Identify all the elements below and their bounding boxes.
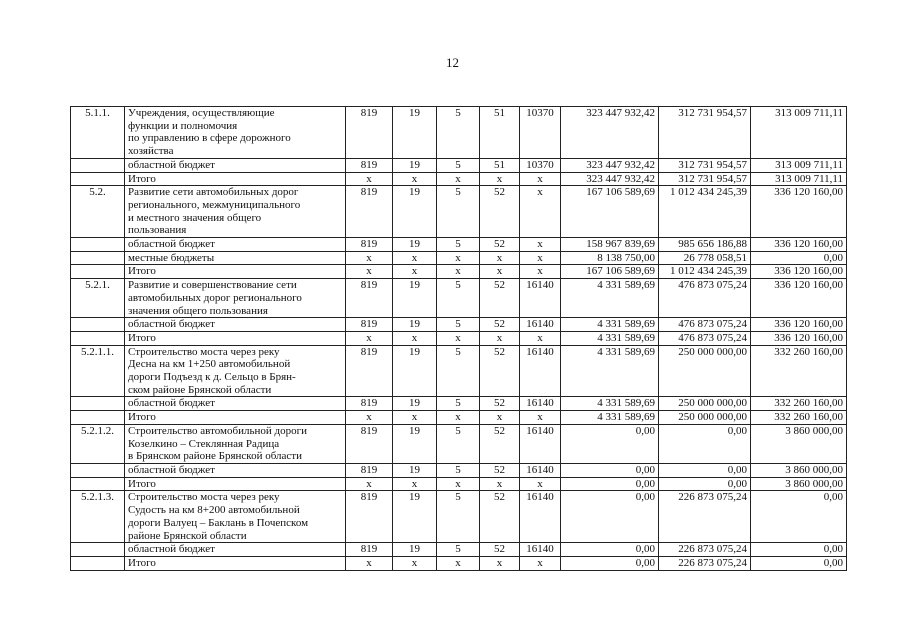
- table-row-item: [71, 107, 847, 159]
- code-activity: 51: [480, 107, 520, 159]
- code-direction: х: [520, 251, 561, 265]
- value-year-2: 26 778 058,51: [659, 251, 751, 265]
- value-year-1: 0,00: [561, 463, 659, 477]
- table-row-item: [71, 186, 847, 238]
- code-direction: х: [520, 411, 561, 425]
- value-year-1: 4 331 589,69: [561, 411, 659, 425]
- row-name: Строительство моста через реку Десна на км 1+250 автомобильной дороги Подъезд к д. Сельцо в Брян- ском районе Брянской области: [125, 345, 346, 397]
- code-subprogram: 5: [437, 543, 480, 557]
- code-admin: 819: [346, 238, 393, 252]
- value-year-3: 313 009 711,11: [751, 107, 847, 159]
- value-year-3: 0,00: [751, 251, 847, 265]
- code-subprogram: х: [437, 265, 480, 279]
- value-year-3: 336 120 160,00: [751, 238, 847, 252]
- code-subprogram: 5: [437, 186, 480, 238]
- row-number: [71, 463, 125, 477]
- value-year-3: 332 260 160,00: [751, 397, 847, 411]
- code-activity: 52: [480, 424, 520, 463]
- code-activity: х: [480, 556, 520, 570]
- code-admin: х: [346, 331, 393, 345]
- code-program: 19: [393, 424, 437, 463]
- code-admin: 819: [346, 543, 393, 557]
- row-number: 5.2.1.1.: [71, 345, 125, 397]
- value-year-1: 4 331 589,69: [561, 397, 659, 411]
- value-year-1: 4 331 589,69: [561, 318, 659, 332]
- table-row-item: [71, 491, 847, 543]
- value-year-1: 167 106 589,69: [561, 265, 659, 279]
- code-program: 19: [393, 158, 437, 172]
- code-program: 19: [393, 491, 437, 543]
- code-program: 19: [393, 345, 437, 397]
- code-activity: 52: [480, 543, 520, 557]
- code-admin: 819: [346, 345, 393, 397]
- code-admin: х: [346, 251, 393, 265]
- row-number: [71, 265, 125, 279]
- table-row-subtotal: [71, 238, 847, 252]
- value-year-1: 323 447 932,42: [561, 158, 659, 172]
- value-year-3: 0,00: [751, 543, 847, 557]
- code-activity: 52: [480, 318, 520, 332]
- row-number: 5.1.1.: [71, 107, 125, 159]
- code-program: х: [393, 331, 437, 345]
- row-number: 5.2.1.: [71, 279, 125, 318]
- row-name: Итого: [125, 411, 346, 425]
- code-activity: 52: [480, 463, 520, 477]
- code-subprogram: х: [437, 477, 480, 491]
- row-number: [71, 238, 125, 252]
- code-direction: х: [520, 331, 561, 345]
- value-year-1: 323 447 932,42: [561, 107, 659, 159]
- value-year-3: 336 120 160,00: [751, 265, 847, 279]
- row-number: 5.2.1.3.: [71, 491, 125, 543]
- code-program: 19: [393, 186, 437, 238]
- code-subprogram: 5: [437, 279, 480, 318]
- code-admin: 819: [346, 318, 393, 332]
- value-year-2: 250 000 000,00: [659, 345, 751, 397]
- value-year-2: 0,00: [659, 477, 751, 491]
- value-year-1: 0,00: [561, 556, 659, 570]
- code-program: 19: [393, 107, 437, 159]
- value-year-2: 312 731 954,57: [659, 172, 751, 186]
- code-activity: 52: [480, 345, 520, 397]
- code-direction: 16140: [520, 491, 561, 543]
- code-activity: х: [480, 172, 520, 186]
- table-row-item: [71, 424, 847, 463]
- code-direction: х: [520, 238, 561, 252]
- row-number: [71, 556, 125, 570]
- value-year-2: 0,00: [659, 424, 751, 463]
- value-year-3: 336 120 160,00: [751, 331, 847, 345]
- code-activity: 52: [480, 491, 520, 543]
- code-subprogram: 5: [437, 397, 480, 411]
- code-admin: х: [346, 411, 393, 425]
- value-year-3: 336 120 160,00: [751, 186, 847, 238]
- code-program: х: [393, 172, 437, 186]
- code-subprogram: х: [437, 331, 480, 345]
- code-direction: 16140: [520, 279, 561, 318]
- row-name: областной бюджет: [125, 318, 346, 332]
- code-admin: 819: [346, 463, 393, 477]
- value-year-2: 226 873 075,24: [659, 491, 751, 543]
- code-direction: х: [520, 265, 561, 279]
- value-year-2: 476 873 075,24: [659, 279, 751, 318]
- value-year-3: 0,00: [751, 556, 847, 570]
- code-program: 19: [393, 397, 437, 411]
- code-direction: х: [520, 186, 561, 238]
- row-name: Строительство автомобильной дороги Козелкино – Стеклянная Радица в Брянском районе Брянской области: [125, 424, 346, 463]
- value-year-2: 1 012 434 245,39: [659, 186, 751, 238]
- row-number: 5.2.: [71, 186, 125, 238]
- row-name: областной бюджет: [125, 238, 346, 252]
- row-name: Развитие сети автомобильных дорог регионального, межмуниципального и местного значения общего пользования: [125, 186, 346, 238]
- code-activity: х: [480, 411, 520, 425]
- row-number: [71, 543, 125, 557]
- code-subprogram: 5: [437, 238, 480, 252]
- code-admin: х: [346, 477, 393, 491]
- page-number: 12: [446, 55, 459, 70]
- code-admin: х: [346, 172, 393, 186]
- code-subprogram: х: [437, 172, 480, 186]
- code-subprogram: 5: [437, 463, 480, 477]
- code-program: 19: [393, 238, 437, 252]
- code-admin: 819: [346, 424, 393, 463]
- code-subprogram: 5: [437, 345, 480, 397]
- value-year-2: 312 731 954,57: [659, 107, 751, 159]
- code-admin: х: [346, 556, 393, 570]
- value-year-1: 167 106 589,69: [561, 186, 659, 238]
- row-name: областной бюджет: [125, 397, 346, 411]
- row-number: [71, 172, 125, 186]
- code-subprogram: 5: [437, 424, 480, 463]
- value-year-3: 336 120 160,00: [751, 318, 847, 332]
- table-row-subtotal: [71, 556, 847, 570]
- table-row-subtotal: [71, 463, 847, 477]
- value-year-1: 0,00: [561, 424, 659, 463]
- code-admin: 819: [346, 397, 393, 411]
- code-activity: 52: [480, 397, 520, 411]
- code-direction: 10370: [520, 158, 561, 172]
- value-year-2: 312 731 954,57: [659, 158, 751, 172]
- table-row-subtotal: [71, 318, 847, 332]
- code-activity: х: [480, 331, 520, 345]
- code-direction: 16140: [520, 463, 561, 477]
- row-name: Развитие и совершенствование сети автомобильных дорог регионального значения общего пользования: [125, 279, 346, 318]
- code-program: х: [393, 556, 437, 570]
- code-direction: 16140: [520, 397, 561, 411]
- table-row-subtotal: [71, 265, 847, 279]
- table-row-item: [71, 345, 847, 397]
- value-year-2: 476 873 075,24: [659, 318, 751, 332]
- code-activity: х: [480, 477, 520, 491]
- code-admin: х: [346, 265, 393, 279]
- table-row-subtotal: [71, 397, 847, 411]
- code-subprogram: 5: [437, 491, 480, 543]
- table-row-subtotal: [71, 331, 847, 345]
- code-activity: 52: [480, 279, 520, 318]
- row-name: областной бюджет: [125, 543, 346, 557]
- table-row-subtotal: [71, 172, 847, 186]
- value-year-2: 226 873 075,24: [659, 543, 751, 557]
- value-year-1: 8 138 750,00: [561, 251, 659, 265]
- value-year-1: 4 331 589,69: [561, 331, 659, 345]
- value-year-1: 323 447 932,42: [561, 172, 659, 186]
- row-number: [71, 251, 125, 265]
- row-name: Итого: [125, 477, 346, 491]
- value-year-2: 226 873 075,24: [659, 556, 751, 570]
- code-subprogram: х: [437, 411, 480, 425]
- row-name: областной бюджет: [125, 463, 346, 477]
- table-row-item: [71, 279, 847, 318]
- code-subprogram: х: [437, 251, 480, 265]
- code-program: х: [393, 477, 437, 491]
- code-program: х: [393, 251, 437, 265]
- table-row-subtotal: [71, 411, 847, 425]
- row-name: Учреждения, осуществляющие функции и полномочия по управлению в сфере дорожного хозяйства: [125, 107, 346, 159]
- code-activity: 52: [480, 186, 520, 238]
- value-year-1: 4 331 589,69: [561, 279, 659, 318]
- code-program: 19: [393, 543, 437, 557]
- value-year-2: 1 012 434 245,39: [659, 265, 751, 279]
- value-year-1: 0,00: [561, 477, 659, 491]
- budget-table: [70, 106, 847, 571]
- row-number: [71, 477, 125, 491]
- value-year-2: 250 000 000,00: [659, 411, 751, 425]
- row-name: Строительство моста через реку Судость на км 8+200 автомобильной дороги Валуец – Баклань в Почепском районе Брянской области: [125, 491, 346, 543]
- row-name: местные бюджеты: [125, 251, 346, 265]
- value-year-3: 3 860 000,00: [751, 463, 847, 477]
- code-admin: 819: [346, 491, 393, 543]
- value-year-3: 0,00: [751, 491, 847, 543]
- value-year-1: 158 967 839,69: [561, 238, 659, 252]
- code-admin: 819: [346, 158, 393, 172]
- code-program: 19: [393, 279, 437, 318]
- table-row-subtotal: [71, 543, 847, 557]
- code-program: 19: [393, 463, 437, 477]
- code-subprogram: 5: [437, 158, 480, 172]
- code-subprogram: 5: [437, 318, 480, 332]
- value-year-2: 0,00: [659, 463, 751, 477]
- value-year-3: 313 009 711,11: [751, 172, 847, 186]
- row-number: 5.2.1.2.: [71, 424, 125, 463]
- code-direction: х: [520, 172, 561, 186]
- value-year-2: 476 873 075,24: [659, 331, 751, 345]
- value-year-1: 4 331 589,69: [561, 345, 659, 397]
- value-year-3: 3 860 000,00: [751, 477, 847, 491]
- code-admin: 819: [346, 279, 393, 318]
- row-number: [71, 397, 125, 411]
- code-direction: х: [520, 556, 561, 570]
- code-subprogram: 5: [437, 107, 480, 159]
- table-row-subtotal: [71, 477, 847, 491]
- row-name: Итого: [125, 265, 346, 279]
- code-direction: 16140: [520, 318, 561, 332]
- row-number: [71, 158, 125, 172]
- row-number: [71, 331, 125, 345]
- value-year-1: 0,00: [561, 543, 659, 557]
- code-activity: 51: [480, 158, 520, 172]
- code-direction: 10370: [520, 107, 561, 159]
- code-direction: 16140: [520, 345, 561, 397]
- row-name: Итого: [125, 331, 346, 345]
- code-direction: 16140: [520, 543, 561, 557]
- code-admin: 819: [346, 107, 393, 159]
- table-row-subtotal: [71, 251, 847, 265]
- code-activity: х: [480, 251, 520, 265]
- value-year-3: 336 120 160,00: [751, 279, 847, 318]
- row-name: Итого: [125, 172, 346, 186]
- value-year-1: 0,00: [561, 491, 659, 543]
- value-year-3: 313 009 711,11: [751, 158, 847, 172]
- row-name: областной бюджет: [125, 158, 346, 172]
- row-number: [71, 318, 125, 332]
- value-year-3: 332 260 160,00: [751, 411, 847, 425]
- table-row-subtotal: [71, 158, 847, 172]
- value-year-3: 3 860 000,00: [751, 424, 847, 463]
- value-year-2: 250 000 000,00: [659, 397, 751, 411]
- code-program: х: [393, 411, 437, 425]
- code-program: 19: [393, 318, 437, 332]
- code-admin: 819: [346, 186, 393, 238]
- row-number: [71, 411, 125, 425]
- code-subprogram: х: [437, 556, 480, 570]
- code-direction: х: [520, 477, 561, 491]
- code-direction: 16140: [520, 424, 561, 463]
- value-year-2: 985 656 186,88: [659, 238, 751, 252]
- code-program: х: [393, 265, 437, 279]
- code-activity: 52: [480, 238, 520, 252]
- row-name: Итого: [125, 556, 346, 570]
- value-year-3: 332 260 160,00: [751, 345, 847, 397]
- code-activity: х: [480, 265, 520, 279]
